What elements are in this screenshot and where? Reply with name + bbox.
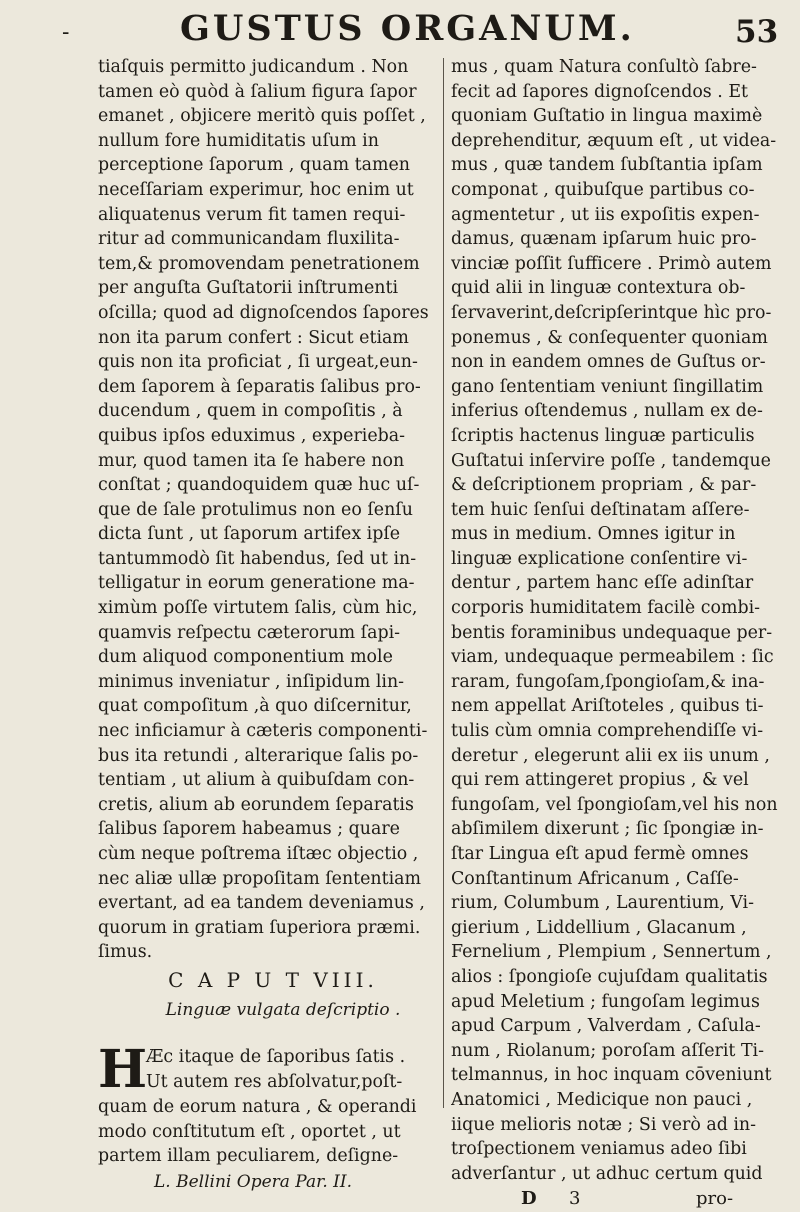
text-line: dum aliquod componentium mole	[98, 647, 393, 668]
text-line: per anguſta Guſtatorii inſtrumenti	[98, 278, 399, 299]
text-line: nec inficiamur à cæteris componenti-	[98, 721, 428, 742]
text-line: mus , quam Natura conſultò ſabre-	[451, 57, 757, 77]
text-line: cùm neque poſtrema iſtæc objectio ,	[98, 844, 419, 864]
text-line: Guſtatui inſervire poſſe , tandemque	[451, 450, 771, 471]
text-line: tiaſquis permitto judicandum . Non	[98, 57, 409, 77]
text-line: ſimus.	[98, 942, 153, 963]
text-line: non in eandem omnes de Guſtus or-	[451, 352, 766, 373]
text-line: ducendum , quem in compoſitis , à	[98, 401, 403, 422]
text-line: nec aliæ ullæ propoſitam ſententiam	[98, 868, 422, 889]
text-line: tentiam , ut alium à quibuſdam con-	[98, 770, 415, 791]
text-line: quamvis reſpectu cæterorum ſapi-	[98, 622, 401, 643]
text-line: nullum fore humiditatis uſum in	[98, 130, 379, 151]
text-line: que de ſale protulimus non eo ſenſu	[98, 499, 413, 520]
text-line: quoniam Guſtatio in lingua maximè	[451, 106, 763, 127]
text-line: raram, fungoſam,ſpongioſam,& ina-	[451, 671, 765, 692]
spacer	[98, 1025, 438, 1045]
text-line: gierium , Liddellium , Glacanum ,	[451, 917, 747, 938]
text-line: ſcriptis hactenus linguæ particulis	[451, 425, 755, 446]
running-title: GUSTUS ORGANUM.	[180, 8, 635, 49]
text-line: troſpectionem veniamus adeo ſibi	[451, 1139, 747, 1160]
text-line: abſimilem dixerunt ; ſic ſpongiæ in-	[451, 819, 764, 840]
text-line: quorum in gratiam ſuperiora præmi.	[98, 917, 421, 938]
text-line: vinciæ poſſit ſufficere . Primò autem	[451, 253, 772, 274]
text-line: Anatomici , Medicique non pauci ,	[451, 1089, 753, 1110]
text-line: aliquatenus verum fit tamen requi-	[98, 204, 406, 225]
text-line: telmannus, in hoc inquam cōveniunt	[451, 1065, 772, 1086]
text-line: tem huic ſenſui deſtinatam aſſere-	[451, 499, 750, 520]
text-line: agmentetur , ut iis expoſitis expen-	[451, 204, 760, 225]
text-line: ponemus , & conſequenter quoniam	[451, 327, 768, 348]
right-column-body	[451, 55, 781, 1186]
text-line: apud Carpum , Valverdam , Caſula-	[451, 1016, 761, 1037]
text-line: cretis, alium ab eorundem ſeparatis	[98, 794, 414, 815]
signature-mark: D	[521, 1188, 537, 1210]
text-line: perceptione ſaporum , quam tamen	[98, 155, 410, 176]
text-line: inferius oſtendemus , nullam ex de-	[451, 401, 763, 422]
text-line: ſervaverint,deſcripſerintque hìc pro-	[451, 302, 772, 323]
left-column-body	[98, 55, 438, 965]
text-line: linguæ explicatione conſentire vi-	[451, 548, 748, 569]
text-line: qui rem attingeret propius , & vel	[451, 770, 749, 791]
text-line: conſtat ; quandoquidem quæ huc uſ-	[98, 475, 420, 496]
left-column-continuation	[98, 1095, 438, 1169]
text-line: ximùm poſſe virtutem ſalis, cùm hic,	[98, 598, 418, 619]
text-line: mur, quod tamen ita ſe habere non	[98, 450, 405, 471]
drop-cap: H	[98, 1038, 148, 1100]
text-line: ſtar Lingua eſt apud fermè omnes	[451, 844, 749, 864]
page-number: 53	[735, 14, 779, 50]
text-line: quam de eorum natura , & operandi	[98, 1096, 417, 1117]
text-line: fecit ad ſapores dignoſcendos . Et	[451, 81, 748, 102]
initial-paragraph	[98, 1038, 438, 1100]
text-line: apud Meletium ; fungoſam legimus	[451, 991, 760, 1012]
text-line: num , Riolanum; poroſam aſſerit Ti-	[451, 1040, 764, 1061]
text-line: iique melioris notæ ; Si verò ad in-	[451, 1114, 756, 1135]
text-line: quibus ipſos eduximus , experieba-	[98, 425, 405, 446]
signature-row	[451, 1186, 781, 1212]
text-line: bus ita retundi , alterarique ſalis po-	[98, 745, 419, 766]
text-line: deprehenditur, æquum eſt , ut videa-	[451, 130, 777, 151]
text-line: evertant, ad ea tandem deveniamus ,	[98, 893, 425, 914]
text-line: mus , quæ tandem ſubſtantia ipſam	[451, 155, 763, 176]
text-line: partem illam peculiarem, deſigne-	[98, 1146, 399, 1167]
text-line: Conſtantinum Africanum , Caſſe-	[451, 868, 739, 889]
running-header	[0, 2, 800, 54]
text-line: oſcilla; quod ad dignoſcendos ſapores	[98, 302, 429, 323]
text-line: dicta ſunt , ut ſaporum artifex ipſe	[98, 524, 401, 545]
signature-number: 3	[569, 1188, 581, 1210]
text-line: dentur , partem hanc eſſe adinſtar	[451, 573, 754, 594]
text-line: alios : ſpongioſe cujuſdam qualitatis	[451, 966, 768, 987]
text-line: telligatur in eorum generatione ma-	[98, 573, 415, 594]
text-line: corporis humiditatem facilè combi-	[451, 598, 761, 619]
left-column	[98, 55, 438, 1195]
text-line: ritur ad communicandam fluxilita-	[98, 229, 400, 250]
text-line: tantummodò ſit habendus, ſed ut in-	[98, 548, 417, 569]
text-line: neceſſariam experimur, hoc enim ut	[98, 179, 414, 200]
text-line: tulis cùm omnia comprehendiſſe vi-	[451, 721, 764, 742]
chapter-heading: C A P U T VIII.	[168, 967, 378, 992]
text-line: mus in medium. Omnes igitur in	[451, 524, 736, 545]
catchword: pro-	[696, 1188, 734, 1210]
text-line: Æc itaque de ſaporibus ſatis .	[146, 1046, 406, 1067]
chapter-subtitle: Linguæ vulgata deſcriptio .	[165, 999, 401, 1020]
header-mark: -	[62, 20, 70, 45]
text-line: quat compoſitum ,à quo diſcernitur,	[98, 696, 412, 717]
text-line: componat , quibuſque partibus co-	[451, 179, 755, 200]
text-line: modo conſtitutum eſt , oportet , ut	[98, 1121, 401, 1142]
right-column	[451, 55, 781, 1212]
column-divider	[443, 58, 444, 1108]
text-line: bentis foraminibus undequaque per-	[451, 622, 773, 643]
text-line: emanet , objicere meritò quis poſſet ,	[98, 106, 426, 127]
footer-imprint: L. Bellini Opera Par. II.	[154, 1171, 353, 1192]
text-line: & deſcriptionem propriam , & par-	[451, 475, 757, 496]
text-line: fungoſam, vel ſpongioſam,vel his non	[451, 794, 778, 815]
text-line: Ut autem res abſolvatur,poſt-	[146, 1071, 403, 1092]
text-line: quis non ita proficiat , ſi urgeat,eun-	[98, 352, 418, 373]
text-line: adverſantur , ut adhuc certum quid	[451, 1163, 763, 1184]
text-line: quid alii in linguæ contextura ob-	[451, 278, 746, 299]
text-line: minimus inveniatur , inſipidum lin-	[98, 671, 405, 692]
text-line: deretur , elegerunt alii ex iis unum ,	[451, 745, 770, 766]
text-line: Fernelium , Plempium , Sennertum ,	[451, 942, 772, 963]
text-line: ſalibus ſaporem habeamus ; quare	[98, 819, 400, 840]
text-line: tamen eò quòd à ſalium figura ſapor	[98, 81, 417, 102]
text-line: gano ſententiam veniunt ſingillatim	[451, 376, 764, 397]
text-line: nem appellat Ariſtoteles , quibus ti-	[451, 696, 764, 717]
text-line: rium, Columbum , Laurentium, Vi-	[451, 893, 754, 914]
text-line: viam, undequaque permeabilem : ſic	[451, 647, 774, 668]
text-line: tem,& promovendam penetrationem	[98, 253, 420, 274]
text-line: non ita parum confert : Sicut etiam	[98, 327, 409, 348]
text-line: dem ſaporem à ſeparatis ſalibus pro-	[98, 376, 421, 397]
text-line: damus, quænam ipſarum huic pro-	[451, 229, 757, 250]
